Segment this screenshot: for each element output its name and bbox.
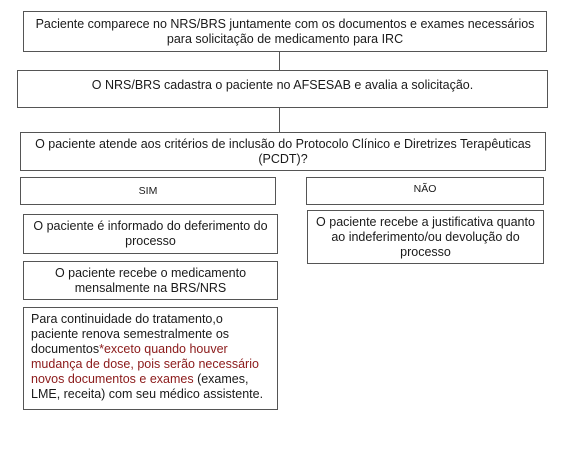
yes-renewal-text xyxy=(31,312,270,402)
yes-label-box xyxy=(20,177,276,205)
decision-question-box xyxy=(20,132,546,171)
yes-renewal-box xyxy=(23,307,278,410)
no-label: NÃO xyxy=(413,183,437,195)
connector-line xyxy=(279,52,280,70)
yes-informed-box xyxy=(23,214,278,254)
no-justification-box xyxy=(307,210,544,264)
step-registration-text: O NRS/BRS cadastra o paciente no AFSESAB e avalia a solicitação. xyxy=(91,78,474,92)
yes-receives-box xyxy=(23,261,278,300)
decision-question-text: O paciente atende aos critérios de inclusão do Protocolo Clínico e Diretrizes Terapêuticas (PCDT)? xyxy=(35,136,531,166)
yes-receives-text: O paciente recebe o medicamento mensalmente na BRS/NRS xyxy=(54,265,247,295)
renewal-text-main: Para continuidade do tratamento,o paciente renova semestralmente os documentos xyxy=(31,312,230,356)
step-arrival-text: Paciente comparece no NRS/BRS juntamente com os documentos e exames necessários para solicitação de medicamento para IRC xyxy=(35,16,535,46)
step-arrival-box xyxy=(23,11,547,52)
connector-line xyxy=(279,108,280,132)
yes-label: SIM xyxy=(138,184,158,197)
step-registration-box xyxy=(17,70,548,108)
renewal-text-end: (exames, LME, receita) com seu médico assistente. xyxy=(31,372,264,401)
yes-informed-text: O paciente é informado do deferimento do processo xyxy=(33,219,268,248)
renewal-exception-note: *exceto quando houver mudança de dose, pois serão necessário novos documentos e exames xyxy=(31,342,259,386)
no-label-box xyxy=(306,177,544,205)
no-justification-text: O paciente recebe a justificativa quanto ao indeferimento/ou devolução do processo xyxy=(316,214,535,259)
